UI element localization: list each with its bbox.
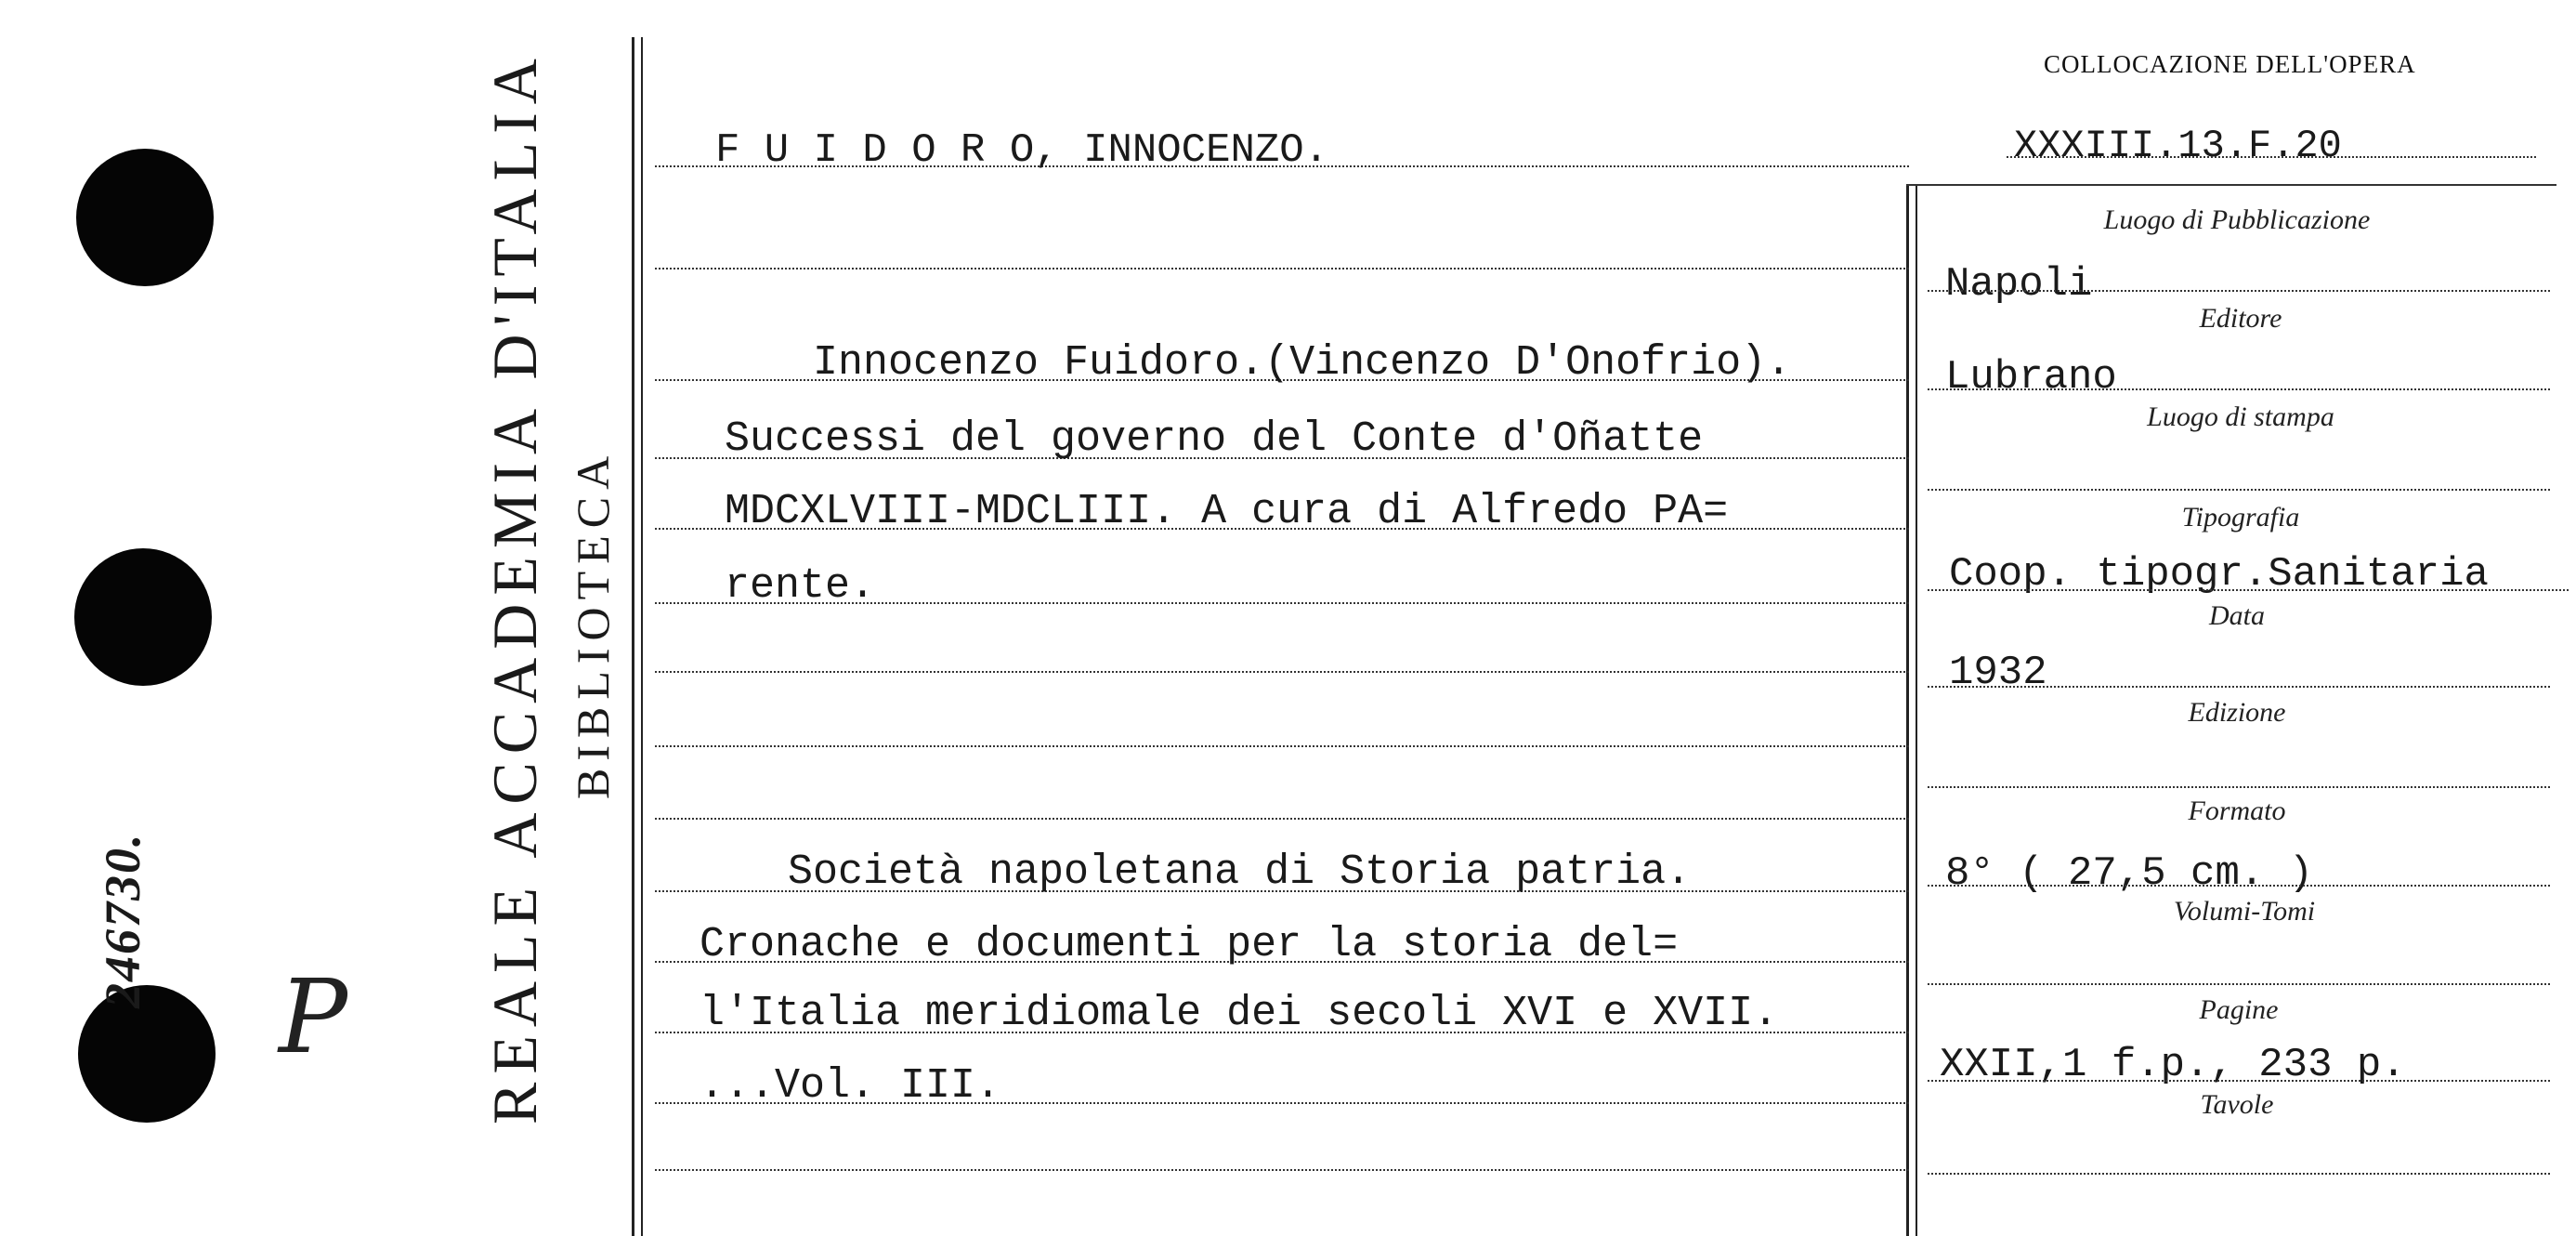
series-line-3: l'Italia meridiomale dei secoli XVI e XVII.: [700, 990, 1779, 1037]
binder-hole-top: [76, 149, 214, 286]
label-edizione: Edizione: [2188, 697, 2286, 728]
fields-column-rule-a: [1906, 186, 1909, 1236]
entry-line-1: Innocenzo Fuidoro.(Vincenzo D'Onofrio).: [813, 339, 1792, 387]
entry-line-4: rente.: [725, 562, 876, 610]
label-luogo-stampa: Luogo di stampa: [2147, 401, 2334, 432]
label-pagine: Pagine: [2199, 994, 2279, 1025]
rule-tavole: [1928, 1173, 2550, 1175]
left-double-rule-a: [632, 37, 634, 1236]
entry-rule-8: [655, 745, 1909, 747]
value-data: 1932: [1949, 650, 2047, 696]
binder-hole-middle: [74, 548, 212, 686]
value-editore: Lubrano: [1945, 354, 2117, 401]
department-name: BIBLIOTECA: [567, 448, 619, 799]
label-volumi-tomi: Volumi-Tomi: [2173, 896, 2316, 927]
rule-data: [1928, 686, 2550, 688]
left-double-rule-b: [641, 37, 643, 1236]
entry-rule-14: [655, 1169, 1909, 1171]
label-tavole: Tavole: [2200, 1089, 2274, 1120]
rule-pagine: [1928, 1080, 2550, 1082]
entry-rule-9: [655, 818, 1909, 820]
handwritten-mark: P: [279, 957, 348, 1076]
collocation-rule: [2007, 156, 2536, 158]
value-luogo-pubblicazione: Napoli: [1945, 261, 2093, 308]
rule-editore: [1928, 388, 2550, 390]
series-line-4: ...Vol. III.: [700, 1062, 1001, 1110]
rule-luogo-pubblicazione: [1928, 290, 2550, 292]
value-tipografia: Coop. tipogr.Sanitaria: [1949, 551, 2489, 598]
entry-line-2: Successi del governo del Conte d'Oñatte: [725, 415, 1704, 463]
value-formato: 8° ( 27,5 cm. ): [1945, 850, 2314, 897]
series-line-1: Società napoletana di Storia patria.: [788, 848, 1692, 896]
rule-formato: [1928, 885, 2550, 887]
author-heading: F U I D O R O, INNOCENZO.: [715, 127, 1329, 174]
rule-luogo-stampa: [1928, 489, 2550, 491]
collocation-label: COLLOCAZIONE DELL'OPERA: [2044, 50, 2416, 78]
rule-edizione: [1928, 786, 2550, 788]
label-formato: Formato: [2188, 796, 2286, 826]
entry-rule-7: [655, 671, 1909, 673]
institution-name: REALE ACCADEMIA D'ITALIA: [479, 50, 550, 1124]
label-luogo-pubblicazione: Luogo di Pubblicazione: [2103, 204, 2371, 235]
rule-tipografia: [1928, 589, 2569, 591]
fields-column-top-rule: [1906, 184, 2556, 186]
series-line-2: Cronache e documenti per la storia del=: [700, 921, 1679, 968]
rule-volumi-tomi: [1928, 983, 2550, 985]
entry-rule-2: [655, 268, 1909, 270]
label-tipografia: Tipografia: [2181, 502, 2300, 533]
entry-line-3: MDCXLVIII-MDCLIII. A cura di Alfredo PA=: [725, 488, 1729, 535]
fields-column-rule-b: [1916, 186, 1917, 1236]
label-data: Data: [2209, 600, 2265, 631]
label-editore: Editore: [2199, 303, 2282, 334]
handwritten-number: 246730.: [95, 832, 150, 1008]
collocation-value: XXXIII.13.F.20: [2014, 124, 2342, 168]
value-pagine: XXII,1 f.p., 233 p.: [1940, 1042, 2406, 1088]
